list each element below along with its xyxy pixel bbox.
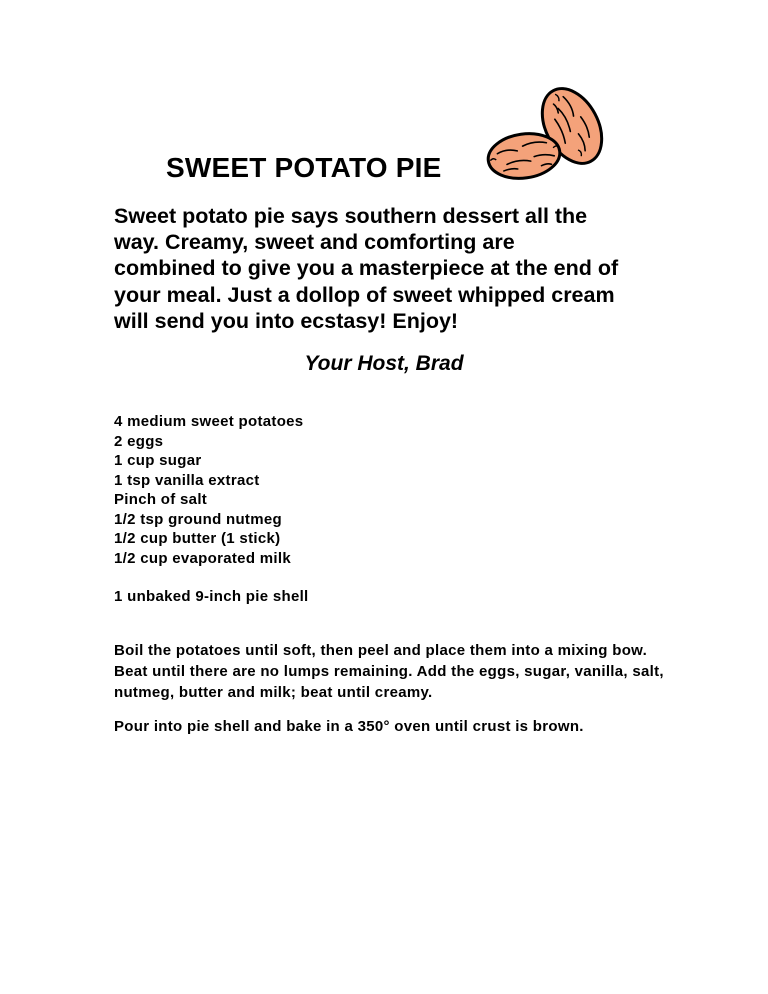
ingredient-item: 1/2 cup evaporated milk — [114, 549, 291, 567]
ingredient-item: 1/2 tsp ground nutmeg — [114, 510, 282, 528]
intro-line: combined to give you a masterpiece at the end of — [114, 256, 619, 281]
instruction-step: Pour into pie shell and bake in a 350° oven until crust is brown. — [114, 718, 584, 735]
intro-line: your meal. Just a dollop of sweet whipped cream — [114, 282, 615, 307]
ingredient-item: 1/2 cup butter (1 stick) — [114, 530, 281, 547]
ingredient-item: 2 eggs — [114, 432, 164, 450]
instruction-step: Boil the potatoes until soft, then peel and place them into a mixing bow. Beat until there are no lumps remaining. Add the eggs, sugar, vanilla, salt, nutmeg, butter and milk; beat until creamy. — [114, 642, 664, 701]
host-signature: Your Host, Brad — [304, 352, 464, 375]
intro-line: will send you into ecstasy! Enjoy! — [114, 308, 459, 333]
sweet-potatoes-icon — [484, 86, 608, 186]
ingredient-list — [114, 412, 303, 568]
pie-shell-ingredient: 1 unbaked 9-inch pie shell — [114, 588, 309, 605]
ingredient-item: 4 medium sweet potatoes — [114, 413, 304, 430]
recipe-title: SWEET POTATO PIE — [166, 152, 442, 183]
intro-line: Sweet potato pie says southern dessert all the — [114, 204, 588, 228]
ingredient-item: 1 cup sugar — [114, 452, 202, 469]
ingredient-item: 1 tsp vanilla extract — [114, 471, 260, 489]
recipe-intro — [114, 203, 674, 334]
ingredient-item: Pinch of salt — [114, 491, 208, 508]
intro-line: way. Creamy, sweet and comforting are — [114, 230, 515, 255]
